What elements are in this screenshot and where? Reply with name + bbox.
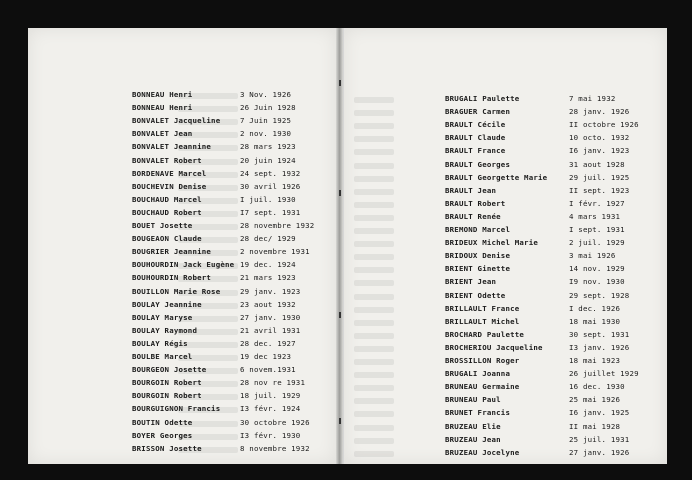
entry-date: 19 dec. 1924 <box>240 260 296 270</box>
entry-date: 28 janv. 1926 <box>569 107 630 117</box>
entry-date: II octobre 1926 <box>569 120 639 130</box>
entry-name: BRISSON Josette <box>132 443 202 453</box>
entry-name: BONVALET Jeannine <box>132 142 212 152</box>
entry-date: 31 aout 1928 <box>569 159 625 169</box>
entry-name: BRUZEAU Elie <box>445 421 501 431</box>
register-entry <box>28 365 336 377</box>
entry-name: BONVALET Robert <box>132 155 202 165</box>
left-page <box>28 28 337 464</box>
entry-name: BOURGOIN Robert <box>132 391 202 401</box>
register-entry <box>28 142 336 154</box>
entry-name: BOURGOIN Robert <box>132 378 202 388</box>
entry-name: BRUZEAU Jocelyne <box>445 447 520 457</box>
entry-date: 2 juil. 1929 <box>569 238 625 248</box>
entry-name: BROCHERIOU Jacqueline <box>445 342 543 352</box>
register-entry <box>28 352 336 364</box>
register-entry <box>344 251 667 263</box>
entry-date: 4 mars 1931 <box>569 211 621 221</box>
register-entry <box>344 330 667 342</box>
entry-date: I9 nov. 1930 <box>569 277 625 287</box>
register-entry <box>28 313 336 325</box>
register-entry <box>28 260 336 272</box>
entry-date: 3 Nov. 1926 <box>240 90 292 99</box>
register-entry <box>28 90 336 102</box>
entry-date: I sept. 1931 <box>569 225 625 234</box>
entry-date: 23 aout 1932 <box>240 299 296 309</box>
register-entry <box>344 356 667 368</box>
register-entry <box>344 146 667 158</box>
entry-date: I3 févr. 1924 <box>240 404 301 414</box>
register-entry <box>28 129 336 141</box>
entry-date: 26 Juin 1928 <box>240 103 296 113</box>
entry-name: BRUNEAU Paul <box>445 395 501 405</box>
entry-date: 6 novem.1931 <box>240 365 296 375</box>
entry-name: BRAULT Georges <box>445 159 511 169</box>
entry-name: BRILLAULT Michel <box>445 316 520 326</box>
entry-name: BRIENT Odette <box>445 290 506 300</box>
entry-date: 19 dec 1923 <box>240 352 292 361</box>
register-entry <box>344 212 667 224</box>
staple <box>339 312 341 318</box>
binding-gutter <box>336 28 343 464</box>
register-entry <box>28 326 336 338</box>
entry-name: BOUHOURDIN Jack Eugène <box>132 260 235 270</box>
register-entry <box>28 391 336 403</box>
entry-name: BONNEAU Henri <box>132 103 193 113</box>
entry-date: 20 juin 1924 <box>240 155 296 165</box>
entry-date: 29 sept. 1928 <box>569 290 630 300</box>
entry-name: BRAULT Cécile <box>445 120 506 130</box>
entry-name: BRUGALI Paulette <box>445 94 520 103</box>
entry-name: BONVALET Jean <box>132 129 193 139</box>
register-entry <box>344 94 667 106</box>
register-entry <box>344 225 667 237</box>
entry-name: BOULAY Jeannine <box>132 299 202 309</box>
entry-name: BOURGEON Josette <box>132 365 207 375</box>
entry-name: BRUZEAU Jean <box>445 434 501 444</box>
entry-date: 7 Juin 1925 <box>240 116 292 126</box>
entry-name: BOUILLON Marie Rose <box>132 286 221 296</box>
entry-name: BRAULT Claude <box>445 133 506 143</box>
entry-name: BRAGUER Carmen <box>445 107 511 117</box>
entry-date: II mai 1928 <box>569 421 621 431</box>
entry-name: BRUGALI Joanna <box>445 369 511 379</box>
register-entry <box>28 182 336 194</box>
register-entry <box>28 404 336 416</box>
entry-name: BOULAY Maryse <box>132 312 193 322</box>
register-entry <box>344 448 667 460</box>
entry-date: 27 janv. 1926 <box>569 447 630 457</box>
register-entry <box>344 277 667 289</box>
register-entry <box>28 169 336 181</box>
entry-name: BRAULT Robert <box>445 198 506 208</box>
register-entry <box>28 300 336 312</box>
register-entry <box>28 103 336 115</box>
entry-name: BOURGUIGNON Francis <box>132 404 221 414</box>
entry-name: BOUCHAUD Marcel <box>132 194 202 204</box>
entry-name: BOUTIN Odette <box>132 417 193 427</box>
left-entry-list <box>28 28 336 464</box>
entry-name: BROSSILLON Roger <box>445 356 520 365</box>
entry-date: I dec. 1926 <box>569 303 621 313</box>
entry-date: 28 novembre 1932 <box>240 221 315 230</box>
entry-name: BRIENT Jean <box>445 277 497 287</box>
staple <box>339 418 341 424</box>
entry-date: 29 juil. 1925 <box>569 172 630 182</box>
entry-date: I3 févr. 1930 <box>240 430 301 440</box>
register-entry <box>344 199 667 211</box>
entry-name: BROCHARD Paulette <box>445 329 525 339</box>
entry-date: 24 sept. 1932 <box>240 168 301 178</box>
entry-date: 29 janv. 1923 <box>240 286 301 296</box>
entry-date: 2 novembre 1931 <box>240 247 310 257</box>
register-entry <box>344 160 667 172</box>
register-entry <box>344 120 667 132</box>
register-entry <box>28 247 336 259</box>
register-entry <box>28 221 336 233</box>
register-entry <box>344 238 667 250</box>
entry-name: BOUGEAON Claude <box>132 234 202 244</box>
register-entry <box>28 116 336 128</box>
register-entry <box>28 431 336 443</box>
register-entry <box>344 369 667 381</box>
register-entry <box>344 317 667 329</box>
entry-name: BRUNEAU Germaine <box>445 382 520 392</box>
right-entry-list <box>344 28 667 464</box>
register-entry <box>28 208 336 220</box>
register-entry <box>28 418 336 430</box>
register-entry <box>344 186 667 198</box>
entry-date: 8 novembre 1932 <box>240 443 310 453</box>
entry-name: BOULAY Régis <box>132 338 188 348</box>
entry-name: BRIDOUX Denise <box>445 251 511 261</box>
entry-name: BRUNET Francis <box>445 408 511 418</box>
entry-name: BRIENT Ginette <box>445 264 511 274</box>
register-entry <box>28 378 336 390</box>
register-entry <box>344 107 667 119</box>
entry-name: BOUHOURDIN Robert <box>132 273 212 283</box>
entry-date: 2 nov. 1930 <box>240 129 292 139</box>
right-page <box>343 28 667 464</box>
register-entry <box>344 173 667 185</box>
entry-date: I6 janv. 1923 <box>569 146 630 156</box>
entry-date: I3 janv. 1926 <box>569 342 630 352</box>
register-entry <box>344 435 667 447</box>
entry-date: 16 dec. 1930 <box>569 382 625 392</box>
staple <box>339 190 341 196</box>
register-entry <box>344 422 667 434</box>
entry-name: BRAULT Jean <box>445 185 497 195</box>
register-entry <box>344 382 667 394</box>
register-entry <box>344 343 667 355</box>
entry-date: 25 juil. 1931 <box>569 434 630 444</box>
entry-date: 28 nov re 1931 <box>240 378 306 388</box>
register-entry <box>28 444 336 456</box>
register-entry <box>28 156 336 168</box>
entry-date: 21 mars 1923 <box>240 273 296 283</box>
entry-date: I6 janv. 1925 <box>569 408 630 418</box>
entry-name: BONVALET Jacqueline <box>132 116 221 126</box>
entry-name: BOUGRIER Jeannine <box>132 247 212 257</box>
entry-date: 30 octobre 1926 <box>240 417 310 427</box>
entry-date: I févr. 1927 <box>569 198 625 208</box>
entry-date: 18 juil. 1929 <box>240 391 301 401</box>
entry-date: II sept. 1923 <box>569 185 630 195</box>
register-entry <box>28 287 336 299</box>
entry-name: BRAULT Renée <box>445 211 501 221</box>
entry-date: 18 mai 1923 <box>569 356 621 365</box>
entry-date: 28 dec. 1927 <box>240 338 296 348</box>
staple <box>339 80 341 86</box>
register-entry <box>344 395 667 407</box>
entry-date: I juil. 1930 <box>240 194 296 204</box>
entry-name: BOUET Josette <box>132 221 193 230</box>
entry-name: BONNEAU Henri <box>132 90 193 99</box>
entry-date: I7 sept. 1931 <box>240 207 301 217</box>
entry-name: BOULBE Marcel <box>132 352 193 361</box>
register-entry <box>344 133 667 145</box>
register-entry <box>28 195 336 207</box>
entry-name: BORDENAVE Marcel <box>132 168 207 178</box>
entry-name: BRAULT Georgette Marie <box>445 172 548 182</box>
entry-name: BREMOND Marcel <box>445 225 511 234</box>
register-entry <box>28 234 336 246</box>
register-entry <box>344 264 667 276</box>
entry-date: 7 mai 1932 <box>569 94 616 103</box>
entry-name: BOUCHEVIN Denise <box>132 181 207 191</box>
entry-date: 14 nov. 1929 <box>569 264 625 274</box>
register-entry <box>344 408 667 420</box>
entry-date: 28 mars 1923 <box>240 142 296 152</box>
register-entry <box>28 273 336 285</box>
entry-date: 26 juillet 1929 <box>569 369 639 379</box>
entry-date: 25 mai 1926 <box>569 395 621 405</box>
entry-date: 21 avril 1931 <box>240 325 301 335</box>
entry-date: 18 mai 1930 <box>569 316 621 326</box>
entry-name: BOULAY Raymond <box>132 325 198 335</box>
entry-name: BRILLAULT France <box>445 303 520 313</box>
entry-name: BOUCHAUD Robert <box>132 207 202 217</box>
entry-name: BOYER Georges <box>132 430 193 440</box>
register-entry <box>28 339 336 351</box>
entry-date: 3 mai 1926 <box>569 251 616 261</box>
entry-name: BRAULT France <box>445 146 506 156</box>
entry-name: BRIDEUX Michel Marie <box>445 238 538 248</box>
register-entry <box>344 291 667 303</box>
register-entry <box>344 304 667 316</box>
entry-date: 10 octo. 1932 <box>569 133 630 143</box>
entry-date: 30 sept. 1931 <box>569 329 630 339</box>
entry-date: 30 avril 1926 <box>240 181 301 191</box>
entry-date: 28 dec/ 1929 <box>240 234 296 244</box>
entry-date: 27 janv. 1930 <box>240 312 301 322</box>
